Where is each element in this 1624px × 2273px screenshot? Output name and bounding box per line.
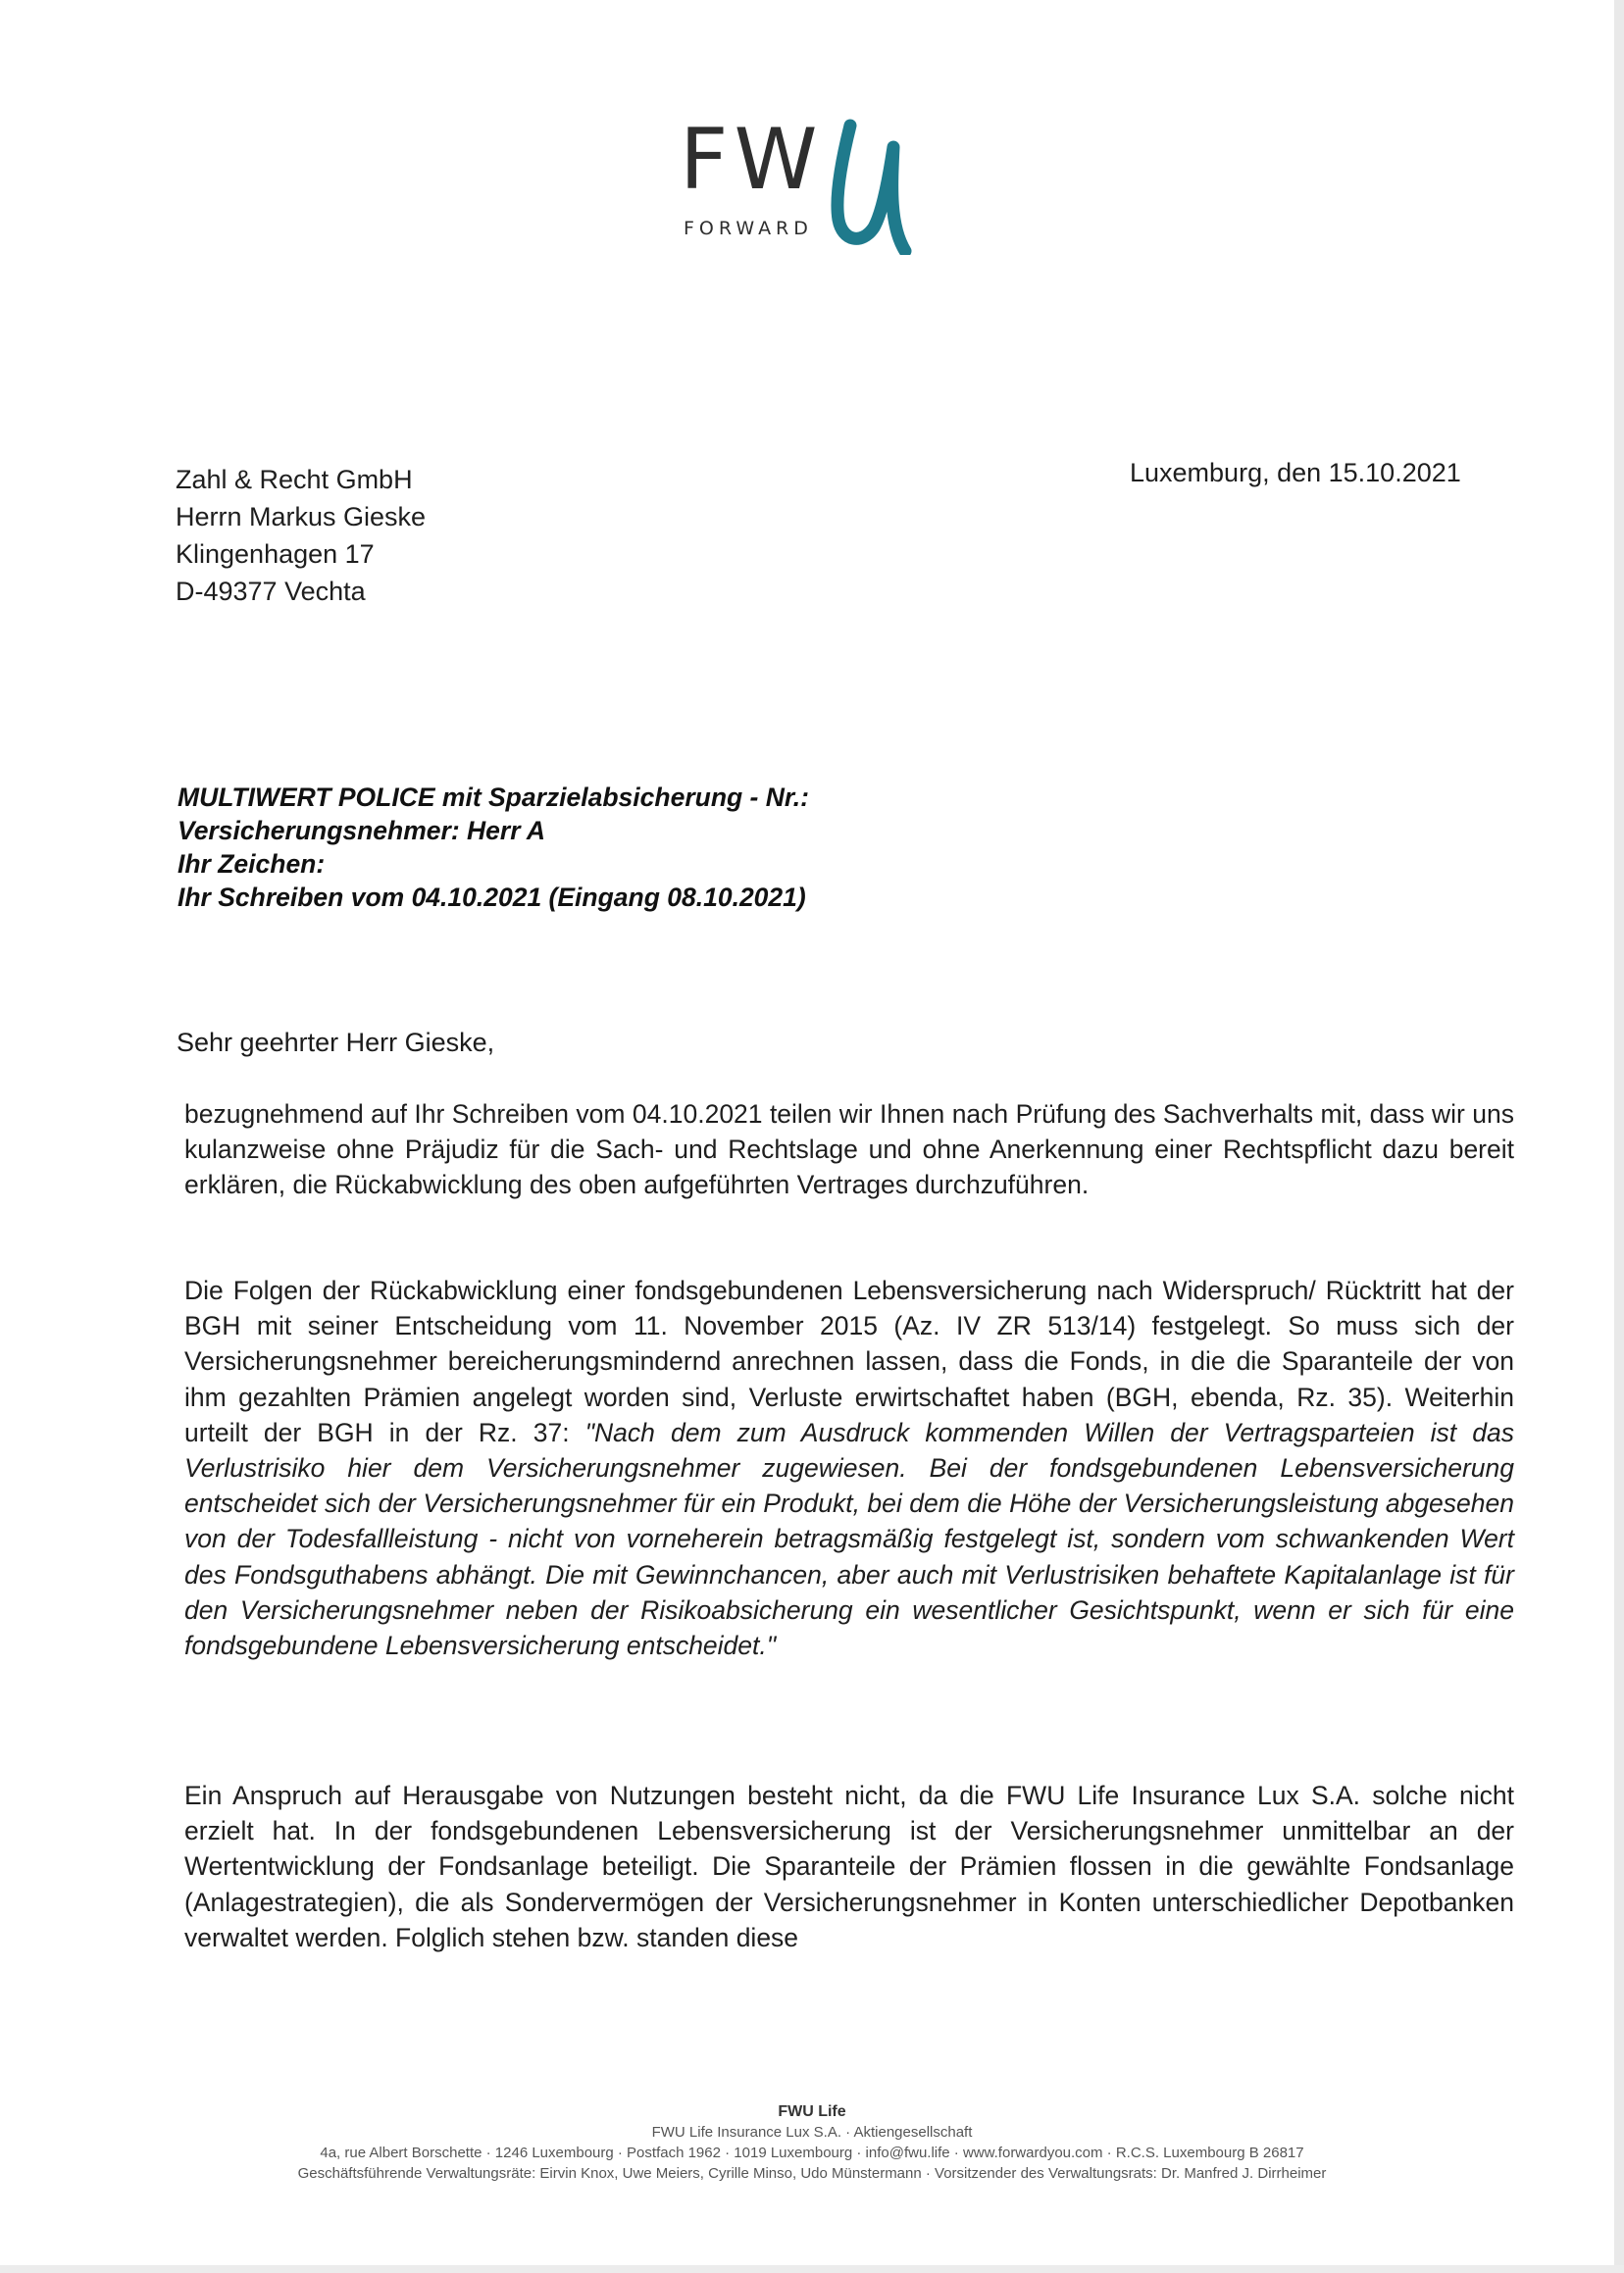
subject-policyholder-line: Versicherungsnehmer: Herr A (178, 816, 546, 845)
salutation: Sehr geehrter Herr Gieske, (177, 1028, 495, 1057)
subject-reference-line: Ihr Zeichen: (178, 849, 326, 879)
recipient-street: Klingenhagen 17 (176, 539, 375, 569)
subject-policy-line: MULTIWERT POLICE mit Sparzielabsicherung - Nr.: (178, 783, 809, 812)
logo-mark-text: FW (680, 111, 824, 209)
company-logo (680, 111, 925, 253)
subject-letter-line: Ihr Schreiben vom 04.10.2021 (Eingang 08.10.2021) (178, 883, 806, 912)
logo-wordmark: FORWARD (684, 218, 813, 239)
letter-date: Luxemburg, den 15.10.2021 (1130, 458, 1461, 487)
body-paragraph-3: Ein Anspruch auf Herausgabe von Nutzungen besteht nicht, da die FWU Life Insurance Lux S.A. solche nicht erzielt hat. In der fondsgebundenen Lebensversicherung ist der Versicherungsnehmer unmittelbar an der Wertentwicklung der Fondsanlage beteiligt. Die Sparanteile der Prämien flossen in die gewählte Fondsanlage (Anlagestrategien), die als Sondervermögen der Versicherungsnehmer in Konten unterschiedlicher Depotbanken verwaltet werden. Folglich stehen bzw. standen diese (184, 1781, 1514, 1952)
logo-u-swoosh-icon (829, 118, 917, 255)
recipient-city: D-49377 Vechta (176, 577, 366, 606)
footer-address-line: 4a, rue Albert Borschette · 1246 Luxembourg · Postfach 1962 · 1019 Luxembourg · info@fwu.life · www.forwardyou.com · R.C.S. Luxembourg B 26817 (320, 2145, 1304, 2161)
recipient-person: Herrn Markus Gieske (176, 502, 427, 531)
page-bottom-edge (0, 2265, 1624, 2273)
body-paragraph-2 (184, 1273, 1514, 1663)
letter-footer (0, 2101, 1624, 2184)
recipient-company: Zahl & Recht GmbH (176, 465, 413, 494)
footer-brand: FWU Life (778, 2103, 846, 2120)
footer-directors-line: Geschäftsführende Verwaltungsräte: Eirvin Knox, Uwe Meiers, Cyrille Minso, Udo Münstermann · Vorsitzender des Verwaltungsrats: Dr. Manfred J. Dirrheimer (297, 2165, 1327, 2182)
recipient-address (176, 461, 426, 610)
bgh-quote: "Nach dem zum Ausdruck kommenden Willen der Vertragsparteien ist das Verlustrisiko hier dem Versicherungsnehmer zugewiesen. Bei der fondsgebundenen Lebensversicherung entscheidet sich der Versicherungsnehmer für ein Produkt, bei dem die Höhe der Versicherungsleistung abgesehen von der Todesfallleistung - nicht von vorneherein betragsmäßig festgelegt ist, sondern vom schwankenden Wert des Fondsguthabens abhängt. Die mit Gewinnchancen, aber auch mit Verlustrisiken behaftete Kapitalanlage ist für den Versicherungsnehmer neben der Risikoabsicherung ein wesentlicher Gesichtspunkt, wenn er sich für eine fondsgebundene Lebensversicherung entscheidet." (184, 1417, 1514, 1661)
footer-company-line: FWU Life Insurance Lux S.A. · Aktiengesellschaft (651, 2124, 973, 2141)
paragraph-2-intro: Die Folgen der Rückabwicklung einer fondsgebundenen Lebensversicherung nach Widerspruch/ Rücktritt hat der BGH mit seiner Entscheidung vom 11. November 2015 (Az. IV ZR 513/14) festgelegt. So muss sich der Versicherungsnehmer bereicherungsmindernd anrechnen lassen, dass die Fonds, in die die Sparanteile der von ihm gezahlten Prämien angelegt worden sind, Verluste erwirtschaftet haben (BGH, ebenda, Rz. 35). Weiterhin urteilt der BGH in der Rz. 37: (184, 1276, 1514, 1447)
body-paragraph-1: bezugnehmend auf Ihr Schreiben vom 04.10.2021 teilen wir Ihnen nach Prüfung des Sachverhalts mit, dass wir uns kulanzweise ohne Präjudiz für die Sach- und Rechtslage und ohne Anerkennung einer Rechtspflicht dazu bereit erklären, die Rückabwicklung des oben aufgeführten Vertrages durchzuführen. (184, 1099, 1514, 1200)
page-edge-shadow (1614, 0, 1624, 2273)
subject-block (178, 781, 809, 914)
